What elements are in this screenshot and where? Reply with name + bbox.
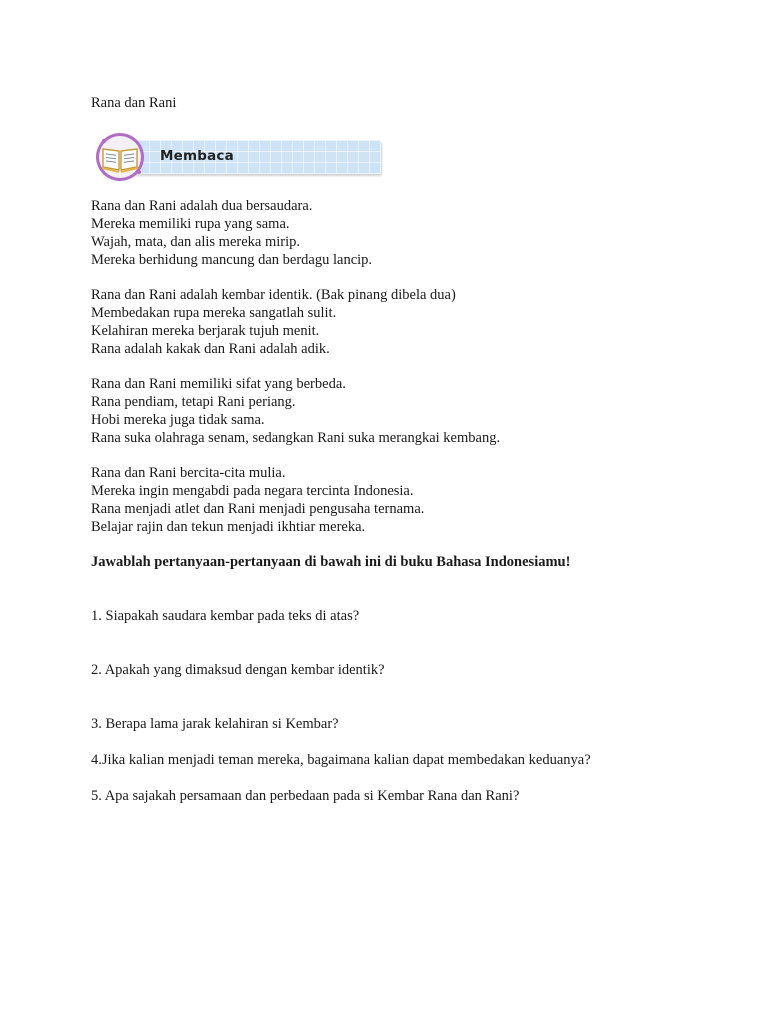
paragraph-line: Mereka berhidung mancung dan berdagu lancip.	[91, 252, 373, 268]
paragraph-line: Rana pendiam, tetapi Rani periang.	[91, 394, 296, 410]
paragraph-line: Mereka ingin mengabdi pada negara tercinta Indonesia.	[91, 483, 414, 499]
instruction-heading: Jawablah pertanyaan-pertanyaan di bawah ini di buku Bahasa Indonesiamu!	[91, 554, 571, 570]
question-2: 2. Apakah yang dimaksud dengan kembar identik?	[91, 662, 385, 678]
paragraph-1	[91, 197, 731, 269]
paragraph-line: Rana dan Rani adalah dua bersaudara.	[91, 198, 313, 214]
question-5: 5. Apa sajakah persamaan dan perbedaan pada si Kembar Rana dan Rani?	[91, 788, 520, 804]
banner-label: Membaca	[160, 148, 234, 164]
document-title: Rana dan Rani	[91, 95, 177, 111]
open-book-icon	[95, 132, 145, 182]
membaca-banner	[91, 126, 391, 182]
paragraph-line: Rana dan Rani memiliki sifat yang berbeda.	[91, 376, 346, 392]
paragraph-line: Rana dan Rani bercita-cita mulia.	[91, 465, 286, 481]
paragraph-line: Mereka memiliki rupa yang sama.	[91, 216, 290, 232]
paragraph-line: Rana suka olahraga senam, sedangkan Rani suka merangkai kembang.	[91, 430, 501, 446]
paragraph-line: Kelahiran mereka berjarak tujuh menit.	[91, 323, 320, 339]
question-1: 1. Siapakah saudara kembar pada teks di atas?	[91, 608, 360, 624]
paragraph-line: Rana adalah kakak dan Rani adalah adik.	[91, 341, 330, 357]
document-page	[91, 94, 731, 805]
paragraph-3	[91, 375, 731, 447]
paragraph-line: Belajar rajin dan tekun menjadi ikhtiar mereka.	[91, 519, 366, 535]
paragraph-line: Rana menjadi atlet dan Rani menjadi pengusaha ternama.	[91, 501, 425, 517]
paragraph-2	[91, 286, 731, 358]
paragraph-line: Membedakan rupa mereka sangatlah sulit.	[91, 305, 337, 321]
paragraph-line: Wajah, mata, dan alis mereka mirip.	[91, 234, 301, 250]
paragraph-line: Rana dan Rani adalah kembar identik. (Bak pinang dibela dua)	[91, 287, 456, 303]
paragraph-line: Hobi mereka juga tidak sama.	[91, 412, 265, 428]
question-3: 3. Berapa lama jarak kelahiran si Kembar?	[91, 716, 339, 732]
paragraph-4	[91, 464, 731, 536]
question-4: 4.Jika kalian menjadi teman mereka, bagaimana kalian dapat membedakan keduanya?	[91, 752, 591, 768]
